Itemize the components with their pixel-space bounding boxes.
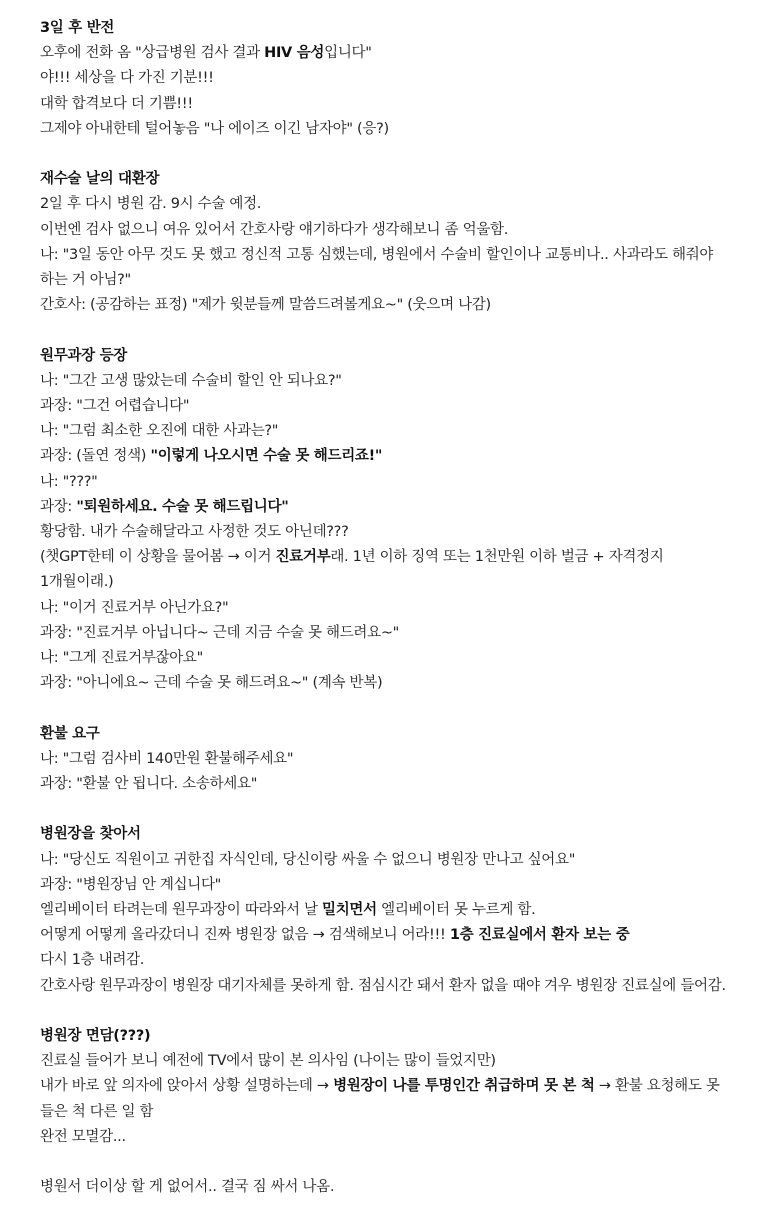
text-segment: 나: "그럼 최소한 오진에 대한 사과는?" — [40, 423, 279, 440]
text-line — [40, 923, 741, 948]
text-line — [40, 1125, 741, 1150]
text-segment: 이번엔 검사 없으니 여유 있어서 간호사랑 얘기하다가 생각해보니 좀 억울함. — [40, 221, 509, 238]
text-segment: 과장: "그건 어렵습니다" — [40, 398, 190, 415]
section — [40, 1024, 741, 1150]
bold-text: 병원장이 나를 투명인간 취급하며 못 본 척 — [333, 1078, 595, 1095]
text-segment: (챗GPT한테 이 상황을 물어봄 → 이거 — [40, 549, 276, 566]
bold-text: "퇴원하세요. 수술 못 해드립니다" — [76, 498, 289, 515]
section-spacer — [40, 318, 741, 343]
text-line — [40, 66, 741, 91]
text-segment: 나: "3일 동안 아무 것도 못 했고 정신적 고통 심했는데, 병원에서 수술비 할인이나 교통비나.. 사과라도 해줘야 하는 거 아님?" — [40, 246, 718, 289]
text-line — [40, 948, 741, 973]
text-segment: 야!!! 세상을 다 가진 기분!!! — [40, 70, 214, 87]
text-segment: 과장: "아니에요~ 근데 수술 못 해드려요~" (계속 반복) — [40, 675, 383, 692]
section — [40, 722, 741, 798]
text-line — [40, 1049, 741, 1074]
text-segment: 나: "그럼 검사비 140만원 환불해주세요" — [40, 750, 294, 767]
text-segment: 엘리베이터 못 누르게 함. — [376, 902, 536, 919]
text-line — [40, 41, 741, 66]
text-line — [40, 848, 741, 873]
text-segment: 과장: "병원장님 안 계십니다" — [40, 876, 222, 893]
section-spacer — [40, 1150, 741, 1175]
text-segment: 간호사: (공감하는 표정) "제가 윗분들께 말씀드려볼게요~" (웃으며 나감) — [40, 297, 491, 314]
text-segment: 그제야 아내한테 털어놓음 "나 에이즈 이긴 남자야" (응?) — [40, 120, 389, 137]
section-heading: 재수술 날의 대환장 — [40, 171, 160, 188]
text-segment: 오후에 전화 옴 "상급병원 검사 결과 — [40, 45, 265, 62]
section-heading: 병원장을 찾아서 — [40, 826, 141, 843]
section — [40, 1175, 741, 1200]
text-segment: 과장: "환불 안 됩니다. 소송하세요" — [40, 776, 258, 793]
text-line — [40, 293, 741, 318]
text-line — [40, 92, 741, 117]
text-line — [40, 621, 741, 646]
text-line — [40, 192, 741, 217]
text-segment: 완전 모멸감... — [40, 1128, 126, 1145]
bold-text: 진료거부 — [275, 549, 331, 566]
text-line — [40, 772, 741, 797]
text-segment: 황당함. 내가 수술해달라고 사정한 것도 아닌데??? — [40, 524, 349, 541]
text-line — [40, 419, 741, 444]
section-spacer — [40, 142, 741, 167]
text-line — [40, 873, 741, 898]
text-segment: 래. 1년 이하 징역 또는 1천만원 이하 벌금 + 자격정지 1개월이래.) — [40, 549, 668, 591]
text-line — [40, 218, 741, 243]
text-line — [40, 495, 741, 520]
text-line — [40, 898, 741, 923]
text-segment: 과장: (돌연 정색) — [40, 448, 151, 465]
text-line — [40, 671, 741, 696]
section — [40, 16, 741, 142]
section-heading: 병원장 면담(???) — [40, 1028, 151, 1045]
section — [40, 344, 741, 697]
section-heading: 환불 요구 — [40, 725, 100, 742]
text-line — [40, 369, 741, 394]
text-segment: 과장: — [40, 498, 77, 515]
bold-text: HIV 음성 — [264, 45, 325, 62]
text-segment: 간호사랑 원무과장이 병원장 대기자체를 못하게 함. 점심시간 돼서 환자 없을 때야 겨우 병원장 진료실에 들어감. — [40, 977, 726, 994]
text-segment: 2일 후 다시 병원 감. 9시 수술 예정. — [40, 196, 262, 213]
text-segment: 내가 바로 앞 의자에 앉아서 상황 설명하는데 → — [40, 1078, 334, 1095]
text-segment: 진료실 들어가 보니 예전에 TV에서 많이 본 의사임 (나이는 많이 들었지만) — [40, 1053, 496, 1070]
text-line — [40, 117, 741, 142]
text-segment: 대학 합격보다 더 기쁨!!! — [40, 95, 193, 112]
text-line — [40, 545, 741, 595]
section-heading: 원무과장 등장 — [40, 347, 127, 364]
text-segment: 나: "그게 진료거부잖아요" — [40, 650, 204, 667]
section-spacer — [40, 999, 741, 1024]
text-line — [40, 596, 741, 621]
text-segment: 나: "???" — [40, 473, 98, 490]
bold-text: 1층 진료실에서 환자 보는 중 — [449, 927, 630, 944]
text-segment: 나: "당신도 직원이고 귀한집 자식인데, 당신이랑 싸울 수 없으니 병원장 만나고 싶어요" — [40, 851, 576, 868]
text-line — [40, 646, 741, 671]
text-segment: 나: "이거 진료거부 아닌가요?" — [40, 599, 229, 616]
bold-text: "이렇게 나오시면 수술 못 해드리죠!" — [150, 448, 383, 465]
text-segment: 어떻게 어떻게 올라갔더니 진짜 병원장 없음 → 검색해보니 어라!!! — [40, 927, 450, 944]
text-line — [40, 394, 741, 419]
text-line — [40, 520, 741, 545]
text-line — [40, 470, 741, 495]
section-spacer — [40, 797, 741, 822]
text-segment: 나: "그간 고생 많았는데 수술비 할인 안 되나요?" — [40, 372, 342, 389]
text-line — [40, 243, 741, 293]
text-segment: 입니다" — [324, 45, 372, 62]
text-segment: 과장: "진료거부 아닙니다~ 근데 지금 수술 못 해드려요~" — [40, 624, 400, 641]
section — [40, 822, 741, 998]
text-line — [40, 1074, 741, 1124]
section-spacer — [40, 696, 741, 721]
text-line — [40, 747, 741, 772]
text-segment: → 환불 요청해도 못 들은 척 다른 일 함 — [40, 1078, 724, 1120]
text-segment: 다시 1층 내려감. — [40, 952, 145, 969]
text-segment: 엘리베이터 타려는데 원무과장이 따라와서 날 — [40, 902, 322, 919]
bold-text: 밀치면서 — [321, 902, 377, 919]
section-heading: 3일 후 반전 — [40, 20, 115, 36]
text-segment: 병원서 더이상 할 게 없어서.. 결국 짐 싸서 나옴. — [40, 1179, 335, 1196]
text-line — [40, 1175, 741, 1200]
text-line — [40, 974, 741, 999]
section — [40, 167, 741, 318]
text-line — [40, 444, 741, 469]
